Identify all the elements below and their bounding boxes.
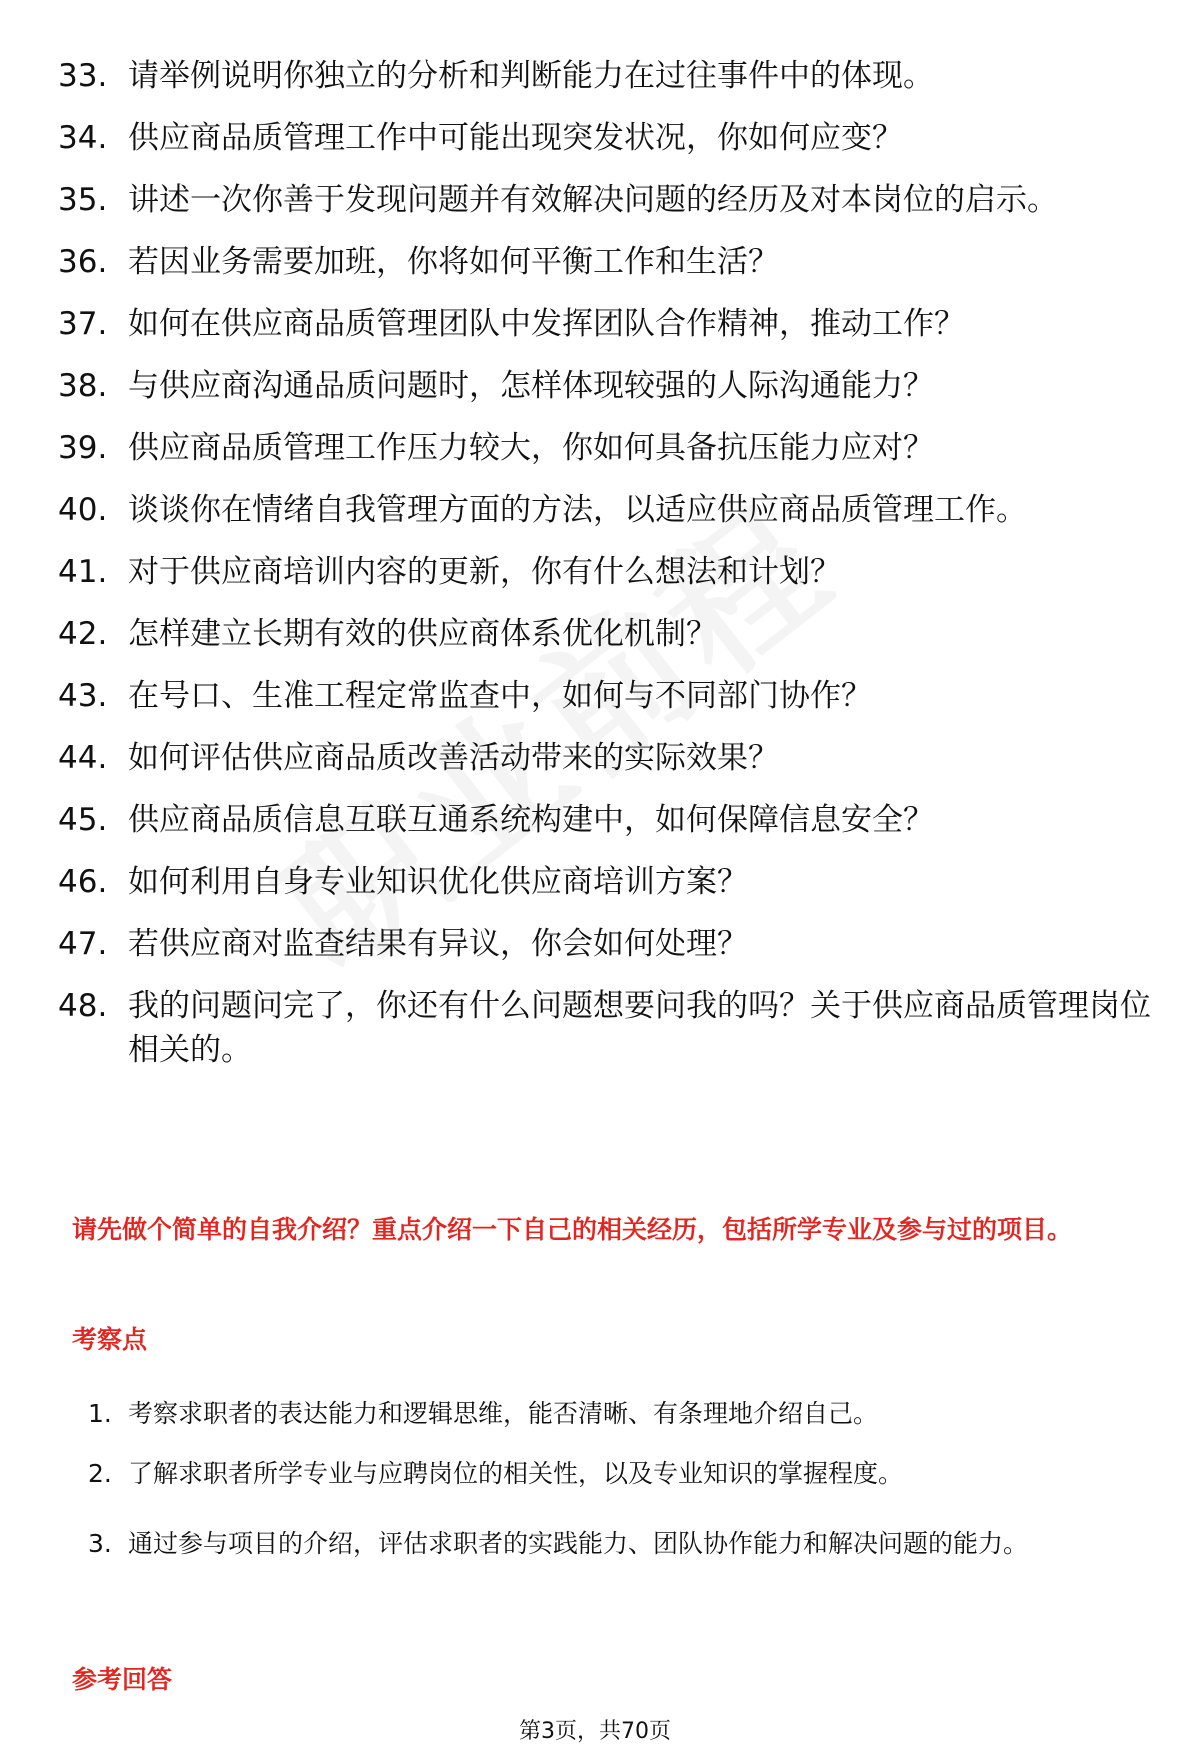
question-number: 35.: [58, 182, 108, 218]
question-text: 谈谈你在情绪自我管理方面的方法，以适应供应商品质管理工作。: [128, 492, 1027, 528]
question-text: 如何利用自身专业知识优化供应商培训方案？: [128, 864, 748, 900]
question-number: 37.: [58, 306, 108, 342]
point-text: 考察求职者的表达能力和逻辑思维，能否清晰、有条理地介绍自己。: [128, 1399, 879, 1428]
question-item: [0, 116, 1190, 160]
point-item: [0, 1453, 1190, 1495]
question-text: 如何在供应商品质管理团队中发挥团队合作精神，推动工作？: [128, 306, 965, 342]
question-text: 讲述一次你善于发现问题并有效解决问题的经历及对本岗位的启示。: [128, 182, 1058, 218]
question-number: 45.: [58, 802, 108, 838]
question-item: [0, 612, 1190, 656]
question-text: 我的问题问完了，你还有什么问题想要问我的吗？关于供应商品质管理岗位相关的。: [128, 988, 1151, 1068]
question-item: [0, 302, 1190, 346]
page-footer: 第3页，共70页: [519, 1719, 671, 1744]
question-item: [0, 54, 1190, 98]
question-number: 42.: [58, 616, 108, 652]
points-list: [0, 1393, 1190, 1592]
point-number: 1.: [88, 1399, 112, 1428]
question-item: [0, 860, 1190, 904]
answer-title: 参考回答: [72, 1665, 173, 1694]
question-text: 请举例说明你独立的分析和判断能力在过往事件中的体现。: [128, 58, 934, 94]
point-item: [0, 1393, 1190, 1435]
question-item: [0, 736, 1190, 780]
question-item: [0, 922, 1190, 966]
question-text: 供应商品质管理工作中可能出现突发状况，你如何应变？: [128, 120, 903, 156]
question-item: [0, 674, 1190, 718]
question-number: 46.: [58, 864, 108, 900]
question-item: [0, 178, 1190, 222]
question-number: 36.: [58, 244, 108, 280]
question-text: 供应商品质信息互联互通系统构建中，如何保障信息安全？: [128, 802, 934, 838]
question-text: 如何评估供应商品质改善活动带来的实际效果？: [128, 740, 779, 776]
question-number: 44.: [58, 740, 108, 776]
question-number: 41.: [58, 554, 108, 590]
point-text: 通过参与项目的介绍，评估求职者的实践能力、团队协作能力和解决问题的能力。: [128, 1529, 1029, 1558]
point-text: 了解求职者所学专业与应聘岗位的相关性，以及专业知识的掌握程度。: [128, 1459, 904, 1488]
question-text: 怎样建立长期有效的供应商体系优化机制？: [128, 616, 717, 652]
question-number: 34.: [58, 120, 108, 156]
section-heading: 请先做个简单的自我介绍？重点介绍一下自己的相关经历，包括所学专业及参与过的项目。: [72, 1215, 1073, 1244]
question-item: [0, 798, 1190, 842]
question-number: 38.: [58, 368, 108, 404]
question-number: 39.: [58, 430, 108, 466]
question-text: 供应商品质管理工作压力较大，你如何具备抗压能力应对？: [128, 430, 934, 466]
question-number: 40.: [58, 492, 108, 528]
question-number: 43.: [58, 678, 108, 714]
question-item: [0, 364, 1190, 408]
question-text: 与供应商沟通品质问题时，怎样体现较强的人际沟通能力？: [128, 368, 934, 404]
point-number: 3.: [88, 1529, 112, 1558]
question-number: 48.: [58, 988, 108, 1024]
question-number: 47.: [58, 926, 108, 962]
question-item: [0, 240, 1190, 284]
question-text: 对于供应商培训内容的更新，你有什么想法和计划？: [128, 554, 841, 590]
question-list: [0, 54, 1190, 1090]
question-item: [0, 984, 1190, 1072]
question-text: 若供应商对监查结果有异议，你会如何处理？: [128, 926, 748, 962]
question-text: 在号口、生准工程定常监查中，如何与不同部门协作？: [128, 678, 872, 714]
question-number: 33.: [58, 58, 108, 94]
question-text: 若因业务需要加班，你将如何平衡工作和生活？: [128, 244, 779, 280]
question-item: [0, 488, 1190, 532]
points-title: 考察点: [72, 1325, 148, 1354]
point-item: [0, 1513, 1190, 1574]
point-number: 2.: [88, 1459, 112, 1488]
question-item: [0, 550, 1190, 594]
question-item: [0, 426, 1190, 470]
